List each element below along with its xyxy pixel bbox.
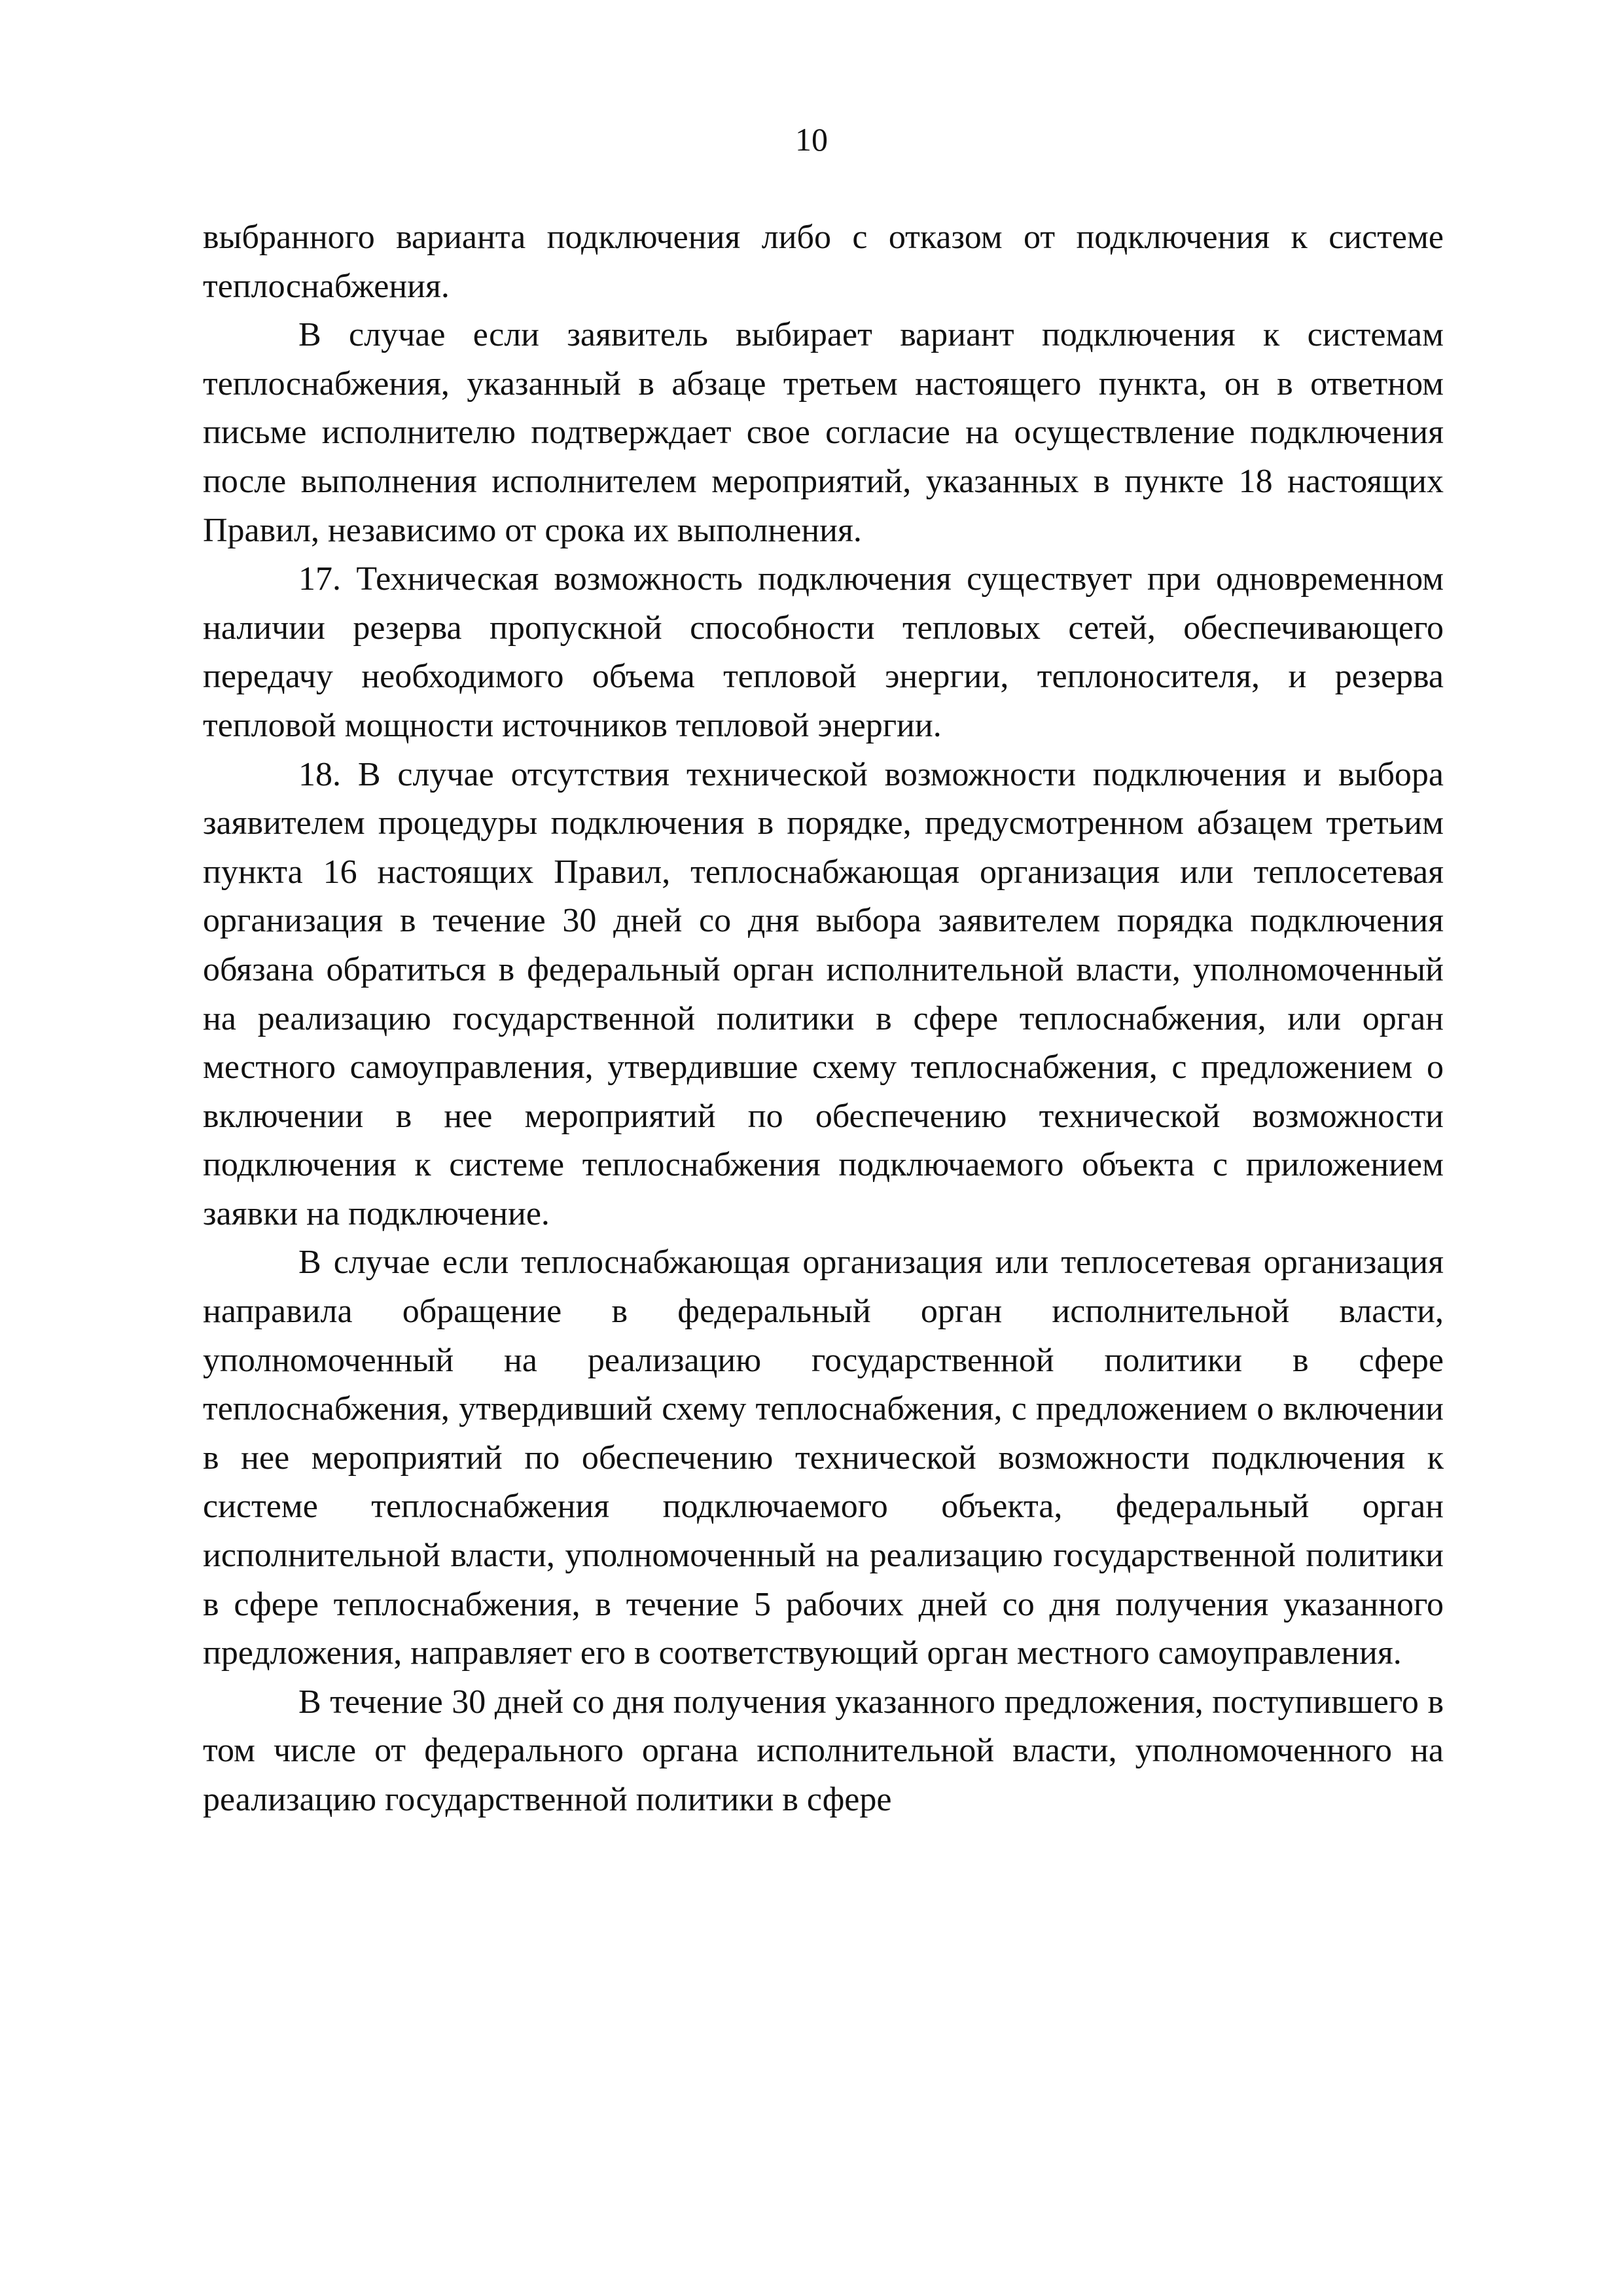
paragraph-federal-authority: В случае если теплоснабжающая организация или теплосетевая организация направила обращение в федеральный орган исполнительной власти, уполномоченный на реализацию государственной политики в сфере теплоснабжения, утвердивший схему теплоснабжения, с предложением о включении в нее мероприятий по обеспечению технической возможности подключения к системе теплоснабжения подключаемого объекта, федеральный орган исполнительной власти, уполномоченный на реализацию государственной политики в сфере теплоснабжения, в течение 5 рабочих дней со дня получения указанного предложения, направляет его в соответствующий орган местного самоуправления.	[203, 1244, 1444, 1672]
paragraph-30-days: В течение 30 дней со дня получения указанного предложения, поступившего в том числе от федерального органа исполнительной власти, уполномоченного на реализацию государственной политики в сфере	[203, 1683, 1444, 1818]
document-body	[203, 213, 1444, 1825]
paragraph-item-18: 18. В случае отсутствия технической возможности подключения и выбора заявителем процедуры подключения в порядке, предусмотренном абзацем третьим пункта 16 настоящих Правил, теплоснабжающая организация или теплосетевая организация в течение 30 дней со дня выбора заявителем порядка подключения обязана обратиться в федеральный орган исполнительной власти, уполномоченный на реализацию государственной политики в сфере теплоснабжения, или орган местного самоуправления, утвердившие схему теплоснабжения, с предложением о включении в нее мероприятий по обеспечению технической возможности подключения к системе теплоснабжения подключаемого объекта с приложением заявки на подключение.	[203, 755, 1444, 1232]
page-number: 10	[795, 121, 828, 158]
paragraph-applicant-choice: В случае если заявитель выбирает вариант подключения к системам теплоснабжения, указанный в абзаце третьем настоящего пункта, он в ответном письме исполнителю подтверждает свое согласие на осуществление подключения после выполнения исполнителем мероприятий, указанных в пункте 18 настоящих Правил, независимо от срока их выполнения.	[203, 316, 1444, 549]
paragraph-continuation: выбранного варианта подключения либо с отказом от подключения к системе теплоснабжения.	[203, 219, 1444, 305]
paragraph-item-17: 17. Техническая возможность подключения существует при одновременном наличии резерва пропускной способности тепловых сетей, обеспечивающего передачу необходимого объема тепловой энергии, теплоносителя, и резерва тепловой мощности источников тепловой энергии.	[203, 560, 1444, 744]
